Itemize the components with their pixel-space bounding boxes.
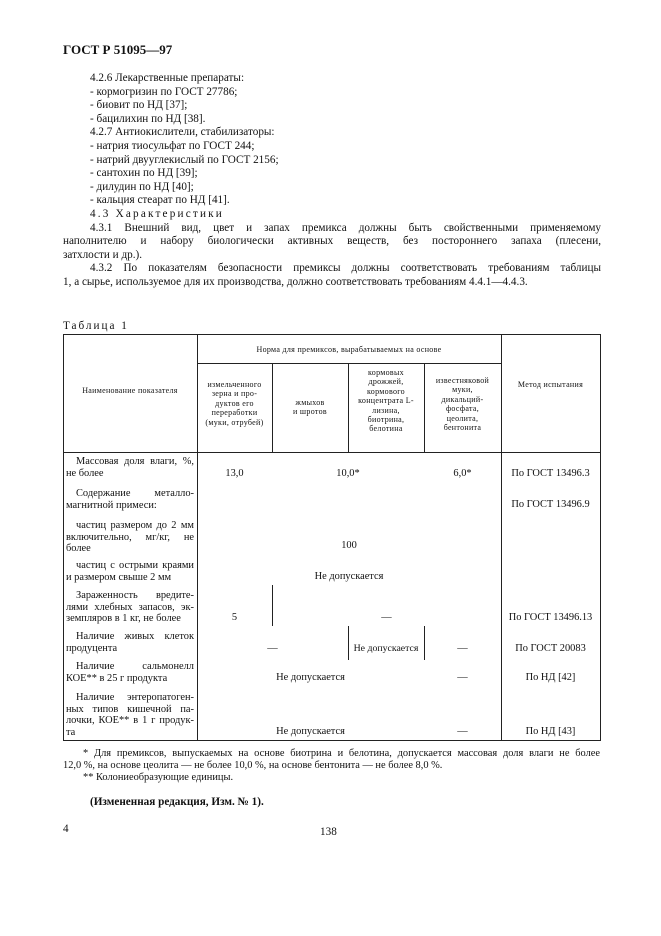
paragraph-line: 4.2.6 Лекарственные препараты:	[90, 72, 245, 84]
revision-note: (Измененная редакция, Изм. № 1).	[90, 796, 264, 808]
cell-metal-sharp-value: Не допускается	[314, 571, 384, 582]
table-border	[63, 740, 600, 741]
footnote-1: * Для премиксов, выпускаемых на основе биотрина и белотина, допускается массовая доля влаги не более	[83, 748, 600, 759]
list-item: - бацилихин по НД [38].	[90, 112, 206, 125]
paragraph-line: 1, а сырье, используемое для их производства, должно соответствовать требованиям 4.4.1—4.4.3.	[63, 275, 528, 288]
column-header-limestone: известняковой муки, дикальций- фосфата, цеолита, бентонита	[435, 376, 490, 433]
list-item: - кальция стеарат по НД [41].	[90, 194, 230, 207]
table-footnotes	[63, 748, 600, 784]
footnote-1-cont: 12,0 %, на основе цеолита — не более 10,0 %, на основе бентонита — не более 8,0 %.	[63, 760, 443, 771]
row-label-pests: Зараженность вредите- лями хлебных запасов, эк- земпляров в 1 кг, не более	[66, 590, 194, 624]
paragraph-line: 4.2.7 Антиокислители, стабилизаторы:	[90, 126, 275, 139]
cell-pests-others: —	[381, 612, 392, 623]
row-label-metal: Содержание металло- магнитной примеси:	[66, 488, 194, 511]
row-label-live-cells: Наличие живых клеток продуцента	[66, 631, 194, 654]
row-label-metal-sharp: частиц с острыми краями и размером свыше 2 мм	[66, 560, 194, 583]
list-item: - кормогризин по ГОСТ 27786;	[90, 85, 238, 98]
table-border	[63, 334, 600, 335]
paragraph-line: 4.3.1 Внешний вид, цвет и запах премикса должны быть свойственными применяемому	[90, 221, 601, 234]
cell-enteropathogen-value: Не допускается	[276, 726, 345, 737]
paragraph-line: 4.3.2 По показателям безопасности премиксы должны соответствовать требованиям таблицы	[90, 262, 601, 275]
section-heading: 4.3 Характеристики	[90, 207, 224, 220]
row-label-salmonella: Наличие сальмонелл КОЕ** в 25 г продукта	[66, 661, 194, 684]
document-header: ГОСТ Р 51095—97	[63, 42, 173, 57]
column-header-grain: измельченного зерна и про- дуктов его переработки (муки, отрубей)	[205, 380, 264, 427]
table-border	[197, 363, 501, 364]
cell-salmonella-method: По НД [42]	[525, 672, 576, 683]
cell-pests-grain: 5	[231, 612, 238, 623]
cell-live-cells-limestone: —	[457, 643, 468, 654]
cell-moisture-grain: 13,0	[225, 468, 244, 479]
row-label-enteropathogen: Наличие энтеропатоген- ных типов кишечной па- лочки, КОЕ** в 1 г продук- та	[66, 692, 194, 738]
row-label-metal-small: частиц размером до 2 мм включительно, мг/кг, не более	[66, 520, 194, 554]
cell-salmonella-value: Не допускается	[276, 672, 345, 683]
row-label-moisture: Массовая доля влаги, %, не более	[66, 456, 194, 479]
body-text	[63, 72, 601, 290]
paragraph-line: наполнителю и набору биологически активных веществ, без постороннего запаха (плесени,	[63, 235, 601, 248]
table-border	[600, 334, 601, 741]
page-number-center: 138	[320, 826, 337, 838]
table-caption: Таблица 1	[63, 320, 129, 332]
cell-pests-method: По ГОСТ 13496.13	[508, 612, 593, 623]
cell-enteropathogen-limestone: —	[457, 726, 468, 737]
cell-moisture-method: По ГОСТ 13496.3	[511, 468, 590, 479]
list-item: - дилудин по НД [40];	[90, 180, 194, 193]
page-number-left: 4	[63, 823, 69, 835]
footnote-2: ** Колониеобразующие единицы.	[83, 772, 234, 783]
cell-metal-method: По ГОСТ 13496.9	[511, 499, 590, 510]
cell-salmonella-limestone: —	[457, 672, 468, 683]
list-item: - натрий двууглекислый по ГОСТ 2156;	[90, 153, 279, 166]
list-item: - сантохин по НД [39];	[90, 167, 198, 180]
list-item: - натрия тиосульфат по ГОСТ 244;	[90, 139, 255, 152]
column-header-yeast: кормовых дрожжей, кормового концентрата L- лизина, биотрина, белотина	[358, 368, 414, 434]
paragraph-line: затхлости и др.).	[63, 248, 143, 261]
table-border	[63, 452, 600, 453]
list-item: - биовит по НД [37];	[90, 99, 188, 112]
cell-live-cells-method: По ГОСТ 20083	[515, 643, 586, 654]
cell-metal-small-value: 100	[341, 540, 357, 551]
column-header-oilcake: жмыхов и шротов	[293, 398, 327, 417]
cell-live-cells-yeast: Не допускается	[353, 643, 419, 654]
data-table	[63, 334, 600, 741]
cell-moisture-oilcake-yeast: 10,0*	[336, 468, 360, 479]
column-header-method: Метод испытания	[517, 380, 584, 389]
column-header-indicator: Наименование показателя	[82, 386, 178, 395]
cell-live-cells-grain-oilcake: —	[267, 643, 278, 654]
cell-enteropathogen-method: По НД [43]	[525, 726, 576, 737]
column-group-header: Норма для премиксов, вырабатываемых на основе	[256, 345, 442, 354]
cell-moisture-limestone: 6,0*	[453, 468, 472, 479]
